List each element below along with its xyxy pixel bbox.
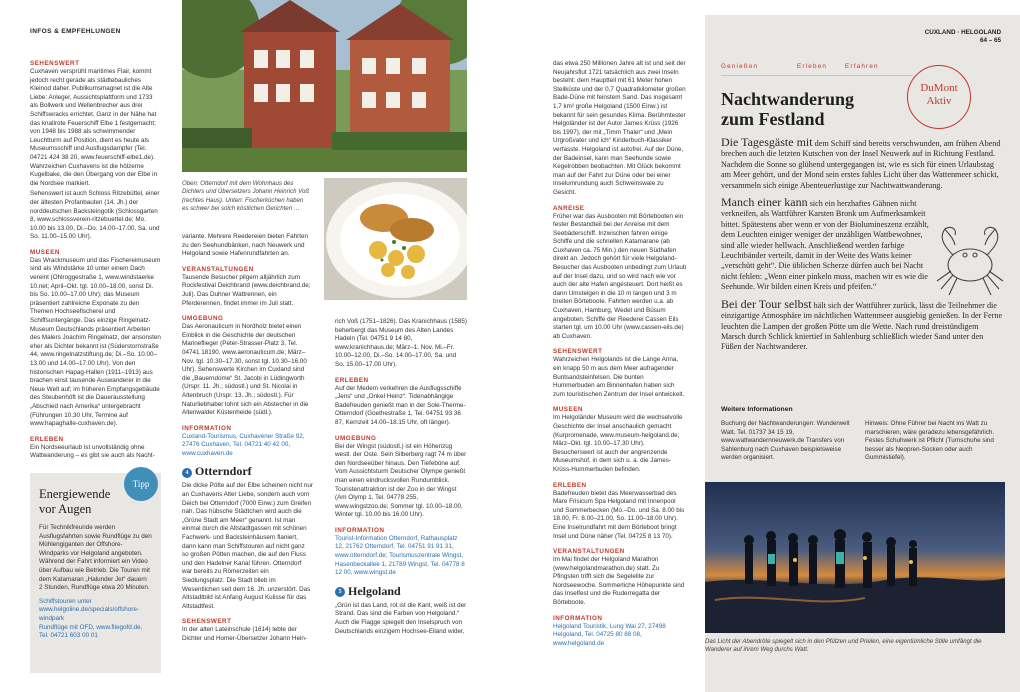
fish-dish-illustration — [324, 178, 467, 300]
caption-night-walk: Das Licht der Abendröte spiegelt sich in den Pfützen und Prielen, eine eigentümliche Stille umfängt die Wanderer auf ihrem Weg durchs Watt. — [705, 638, 982, 654]
text-museen: Das Wrackmuseum und das Fischereimuseum sind als Windstärke 10 unter einem Dach vereint (Ohlroggestraße 1, www.windstaerke 10.net; April–Okt. tgl. 10.00–18.00, sonst Di. bis So. 10.00–17.00 Uhr); das Museum präsentiert zahlreiche Exponate zu den Themen Hochseefischerei und Schiffsuntergänge. Das einzige Ringelnatz-Museum Deutschlands präsentiert Arbeiten des Malers Joachim Ringelnatz, der ansonsten eher als Dichter bekannt ist (Süderstornstraße 44, www.ringelnatzstiftung.de; Di.–So. 10.00–13.00 und 14.00–17.00 Uhr). Von den historischen Hapag-Hallen (1911–1913) aus brachen einst tausende Auswanderer in die Neue Welt auf; im früheren Empfangsgebäude des Steubenhöft ist die Dauerausstellung „Abschied nach Amerika“ untergebracht (Führungen 10.30 Uhr, Termine auf www.hapaghalle-cuxhaven.de). — [30, 256, 161, 428]
column-1 — [30, 60, 161, 461]
info-left-text: Buchung der Nachtwanderungen: Wunderwelt Watt, Tel. 01737 34 15 19, www.wattwandernneuwerk.de Transfers von Sahlenburg nach Cuxhaven beispielsweise werden organisiert. — [721, 420, 850, 462]
text-helgoland-intro: „Grün ist das Land, rot ist die Kant, weiß ist der Strand. Das sind die Farben von Helgoland.“ Auch die Flagge spiegelt den Inselspruch von Deutschlands einzigem Hochsee-Eiland wider, — [335, 601, 467, 635]
header-right-pages: 64 – 65 — [979, 37, 1001, 44]
heading-museen: MUSEEN — [30, 248, 60, 256]
crab-icon — [925, 215, 1015, 305]
header-left: INFOS & EMPFEHLUNGEN — [30, 28, 121, 35]
heading-museen-2: MUSEEN — [553, 406, 583, 414]
text-otterndorf: Die dicke Pötte auf der Elbe scheinen nicht nur an Cuxhavens Alter Liebe, sondern auch vom Deich bei Otterndorf (7000 Einw.) zum Greifen nah. Das hübsche Städtchen wird auch die „Grüne Stadt am Meer“ genannt. Ist man einmal durch die Altstadtgassen mit schönen Fachwerk- und Backsteinhäusern flaniert, dann kann man Schiffstouren auf nicht ganz so großen Pötten machen, die auf den Fluss und den Hadelner Kanal führen. Otterndorf war bereits zu Römerzeiten ein Siedlungsplatz. Die Stadt blieb im Wesentlichen seit dem 16. Jh. unzerstört. Das Altstadtbild ist Anfang August Kulisse für das Altstadtfest. — [182, 482, 313, 610]
text-information-helgoland[interactable]: Helgoland Touristik, Lung Wai 27, 27498 Helgoland, Tel. 04725 80 88 08, www.helgoland.de — [553, 622, 666, 647]
tipp-box — [30, 473, 161, 673]
photo-night-walk — [705, 482, 1005, 633]
feature-title-line-1: Nachtwanderung — [721, 89, 855, 109]
section-title-helgoland: Helgoland — [348, 583, 401, 598]
text-fahrten: variante. Mehrere Reedereien bieten Fahrten zu den Seehundbänken, nach Neuwerk und Helgoland sowie Hafenrundfahrten an. — [182, 233, 309, 258]
text-anreise: Früher war das Ausbooten mit Börtebooten ein fester Bestandteil bei der Anreise mit dem Seebäderschiff. Inzwischen fahren einige Schiffe und die schnellen Katamarane (ab Cuxhaven ca. 75 Min.) den neuen Südhafen direkt an. Jedoch gehört für viele Helgoland-Besucher das Ausbooten unbedingt zum Urlaub auf der Insel dazu, und so wird nach wie vor auch der alte Hafen angesteuert. Dort heißt es dann Umsteigen in die 10 m langen und 3 m breiten Börteboote. Fahrten werden u.a. ab Cuxhaven, Hamburg, Wedel und Büsum angeboten. Schiffe der Reederei Cassen Eils starten tgl. um 10.00 Uhr (www.cassen-eils.de) ab Cuxhaven. — [553, 212, 687, 340]
heading-erleben-2: ERLEBEN — [335, 376, 369, 384]
section-title-otterndorf: Otterndorf — [195, 464, 252, 479]
feature-title — [721, 89, 911, 129]
info-left — [721, 420, 856, 463]
text-badefreuden: Badefreuden bietet das Meerwasserbad des Mare Frisicum Spa Helgoland mit Innenpool und Sommerbecken (Mo.–Do. und Sa. 8.00 bis 18.00, Fr. 8.00–21.00, So. 11.00–18.00 Uhr). Eine Inselrundfahrt mit dem Börteboot bringt Insel und Düne näher (Tel. 04725 8 13 70). — [553, 489, 685, 540]
feature-p3-lead: Bei der Tour selbst — [721, 296, 812, 311]
feature-tab-geniessen: Genießen — [721, 63, 759, 70]
text-lateinschule: In der alten Lateinschule (1614) lebte der Dichter und Homer-Übersetzer Johann Hein- — [182, 626, 307, 642]
feature-panel — [705, 15, 1020, 692]
info-title: Weitere Informationen — [721, 406, 793, 413]
feature-tab-erleben: Erleben — [797, 63, 828, 70]
dumont-aktiv-stamp — [907, 65, 971, 129]
heading-erleben-3: ERLEBEN — [553, 481, 587, 489]
photo-otterndorf — [182, 0, 467, 172]
feature-title-line-2: zum Festland — [721, 109, 825, 129]
info-right-text: Hinweis: Ohne Führer bei Nacht ins Watt zu marschieren, wäre geradezu lebensgefährlich. Festes Schuhwerk ist Pflicht (Turnschuhe sind besser als Neopren-Socken oder auch Gummistiefel). — [865, 420, 995, 462]
feature-paragraph-2 — [721, 197, 931, 293]
section-number-5: 5 — [335, 587, 345, 597]
text-helgoland-geschichte: das etwa 250 Millionen Jahre alt ist und seit der Neujahrsflut 1721 tatsächlich aus zwei Inseln besteht: dem Hauptteil mit 61 Meter hohen Steilküste und der 0,7 Quadratkilometer großen Bade-Düne mit feinstem Sand. Das insgesamt 1,7 km² große Helgoland (1500 Einw.) ist bekannt für sein gesundes Klima. Berühmtester Helgoländer ist der Autor James Krüss (1926 bis 1997), der mit „Timm Thaler“ und „Mein Urgroßvater und ich“ Kinderbuch-Klassiker verfasste. Helgoland ist autofrei. Auf der Düne, der Badeinsel, kann man Seehunde sowie Kegelrobben beobachten. Mit Glück bekommt man auf der Fahrt zur Düne oder bei einer Inselumrundung auch Schweinswale zu Gesicht. — [553, 60, 686, 196]
heading-umgebung-2: UMGEBUNG — [335, 434, 377, 442]
text-marathon: Im Mai findet der Helgoland Marathon (www.helgolandmarathon.de) statt. Zu Pfingsten trifft sich die Segelelite zur Nordseewoche. Sommerliche Höhepunkte sind das Inselfest und die Ruderregatta der Börteboote. — [553, 556, 685, 607]
text-umgebung: Das Aeronauticum in Nordholz bietet einen Einblick in die Geschichte der deutschen Marineflieger (Peter-Strasser-Platz 3, Tel. 04741 18190, www.aeronauticum.de; März–Nov. tgl. 10.30–17.30, sonst tgl. 10.30–16.00 Uhr). Sehenswerte Kirchen im Cuxland sind die „Bauerndome“ St. Jacobi in Lüdingworth (Urspr. 11. Jh.; südostl.) und St. Nicolai in Altenbruch (Urspr. 13. Jh.; südostl.). Für Naturliebhaber lohnt sich ein Abstecher in die Altenwalder Küstenheide (südl.). — [182, 323, 309, 417]
text-information-otterndorf[interactable]: Tourist-Information Otterndorf, Rathausplatz 12, 21762 Otterndorf, Tel. 04751 91 91 31, www.otterndorf.de; Tourismuszentrale Wingst, Hasenbeckallee 1, 21789 Wingst, Tel. 04778 8 12 00, www.wingst.de — [335, 534, 465, 577]
heading-sehenswert-2: SEHENSWERT — [182, 618, 232, 626]
text-cuxhaven-sehenswert: Cuxhaven versprüht maritimes Flair, kommt jedoch recht gerade als städtebauliches Kleinod daher. Publikumsmagnet ist die Alte Liebe: Anleger, Aussichtsplattform und 1733 als Bollwerk und Wellenbrecher aus drei Schiffswracks errichtet. Ganz in der Nähe hat das knallrote Feuerschiff Elbe 1 festgemacht; von 1948 bis 1988 als schwimmender Leuchtturm auf Position, dient es heute als Museumsschiff und Ausflugsdampfer (Tel. 04721 424 38 20, www.feuerschiff-elbe1.de). Wahrzeichen Cuxhavens ist die hölzerne Kugelbake, die den Übergang von der Elbe in die Nordsee markiert. — [30, 68, 158, 187]
otterndorf-illustration — [182, 0, 467, 172]
feature-tab-erfahren: Erfahren — [845, 63, 879, 70]
heading-veranstaltungen: VERANSTALTUNGEN — [182, 265, 254, 273]
feature-p2-lead: Manch einer kann — [721, 195, 808, 210]
text-lange-anna: Wahrzeichen Helgolands ist die Lange Anna, ein knapp 50 m aus dem Meer aufragender Buntsandsteinfelsen. Die bunten Hummerbuden am Binnenhafen haben sich zum touristischen Zentrum der Insel entwickelt. — [553, 356, 685, 398]
tipp-link-schiffstouren[interactable]: Schiffstouren unter www.helgoline.de/specials/offshore-windpark — [39, 597, 139, 622]
feature-p3-text: hält sich der Wattführer zurück, lässt die Teilnehmer die einzigartige Atmosphäre im nächtlichen Wattenmeer ausgiebig genießen. In der Ferne leuchten die Lampen der großen Pötte um die Wette. Nach rund dreistündigem Marsch durch Schlick kniertief in Sahlenburg schließlich wieder Sand unter den Füßen der Nachtwanderer. — [721, 300, 1003, 352]
info-right — [865, 420, 1005, 463]
column-2 — [182, 233, 313, 644]
heading-sehenswert-3: SEHENSWERT — [553, 348, 603, 356]
section-helgoland — [335, 584, 467, 599]
stamp-line-1: DuMont — [920, 82, 958, 94]
heading-veranstaltungen-2: VERANSTALTUNGEN — [553, 548, 625, 556]
night-walk-illustration — [705, 482, 1005, 633]
feature-intro — [721, 137, 1003, 191]
text-veranstaltungen: Tausende Besucher pilgern alljährlich zum Rockfestival Deichbrand (www.deichbrand.de; Juli). Das Duhner Wattrennen, ein Pferderennen, findet immer im Juli statt. — [182, 273, 311, 307]
header-right-region: CUXLAND · HELGOLAND — [924, 29, 1001, 36]
tipp-body: Für Technikfreunde werden Ausflugsfahrten sowie Rundflüge zu den Mühlengiganten der Offshore-Windparks vor Helgoland angeboten. Während der Fahrt informiert ein Video über Aufbau wie Betrieb. Die Touren mit dem Katamaran „Halunder Jet“ dauern 2 Stunden, Rundflüge etwa 20 Minuten. — [39, 524, 152, 592]
feature-intro-lead: Die Tagesgäste mit — [721, 135, 813, 149]
heading-sehenswert: SEHENSWERT — [30, 60, 80, 67]
heading-information: INFORMATION — [182, 424, 232, 432]
text-wingst: Bei der Wingst (südostl.) ist ein Höhenzug westl. der Oste. Sein Silberberg ragt 74 m über den Nordseeüber hinaus. Den Tiefeböne auf. Vom Aussichtsturm Deutscher Olympe genießt man einen eindrucksvollen Rundumblick. Touristenattraktion ist der Zoo in der Wingst (Am Olymp 1, Tel. 04778 255, www.wingstzoo.de; Sommer tgl. 10.00–18.00, Winter tgl. 10.00 bis 16.00 Uhr). — [335, 442, 467, 519]
caption-photo-1: Oben: Otterndorf mit dem Wohnhaus des Dichters und Übersetzers Johann Heinrich Voß (rechtes Haus). Unten: Fischerküchen haben es schwer bei solch köstlichen Gerichten … — [182, 180, 310, 212]
feature-p2-text: sich ein herzhaftes Gähnen nicht verkneifen, als Wattführer Karsten Bronk um Aufmerksamkeit bittet. Spätestens aber wenn er von der Biolumineszenz erzählt, dem Leuchten einiger weniger der unzähligen Wattbewohner, sind alle wieder hellwach. Anschließend werden farbige Leuchtbänder verteilt, damit in der Weite des Watts keiner „verschütt geht“. Die üblichen Scherze dürfen auch bei Nacht nicht fehlen: „Wenn einer pinkeln muss, machen wir es wie die Seehunde. Wir bilden einen Kreis und pfeifen.“ — [721, 199, 929, 292]
text-kranichhaus: rich Voß (1751–1826). Das Kranichhaus (1585) beherbergt das Museum des Alten Landes Hadeln (Tel. 04751 9 14 80, www.kranichhaus.de; März–1. Nov. Mi.–Fr. 10.00–12.00, Di.–So. 14.00–17.00, Sa. und So. 15.00–17.00 Uhr). — [335, 318, 467, 368]
heading-information-2: INFORMATION — [335, 526, 385, 534]
feature-paragraph-3 — [721, 296, 1003, 353]
heading-umgebung: UMGEBUNG — [182, 315, 224, 323]
column-4 — [553, 60, 687, 648]
text-schloss: Sehenswert ist auch Schloss Ritzebüttel, einer der ältesten Profanbauten (14. Jh.) der norddeutschen Backsteingotik (Schlossgarten 8, www.schlossverein-ritzebuettel.de; Mo. 10.00 bis 13.00, Di.–Do. 14.00–17.00, Sa. und So. 11.00–15.00 Uhr). — [30, 190, 160, 241]
stamp-line-2: Aktiv — [926, 95, 952, 107]
photo-fish-dish — [324, 178, 467, 300]
heading-erleben: ERLEBEN — [30, 435, 64, 443]
text-information-cuxhaven[interactable]: Cuxland-Tourismus, Cuxhavener Straße 92, 27476 Cuxhaven, Tel. 04721 40 42 00, www.cuxhaven.de — [182, 432, 305, 457]
text-helgolaender-museum: Im Helgoländer Museum wird die wechselvolle Geschichte der Insel anschaulich gemacht (Kurpromenade, www.museum-helgoland.de; März–Okt. tgl. 10.00–17.30 Uhr). Besucherswert ist auch der angrenzende Museumshof, in dem sich u. a. die James-Krüss-Hummerbuden befinden. — [553, 414, 683, 473]
heading-information-3: INFORMATION — [553, 614, 603, 622]
feature-intro-text: dem Schiff sind bereits verschwunden, am frühen Abend brechen auch die letzten Kutschen von der Insel Neuwerk auf in Richtung Festland. Nachdem die Sonne so glühend untergegangen ist, wie es sich für einen Urlaubstag am Meer gehört, und der Mond sein erstes fahles Licht über das Wattenmeer schickt, versammeln sich einige Abenteuerlustige zur Nachtwattwanderung. — [721, 139, 1001, 190]
section-otterndorf — [182, 464, 313, 479]
tipp-badge: Tipp — [124, 467, 158, 501]
section-number-4: 4 — [182, 468, 192, 478]
text-erleben: Ein Nordseeurlaub ist unvollständig ohne Wattwanderung – es gibt sie auch als Nacht- — [30, 443, 155, 460]
heading-anreise: ANREISE — [553, 204, 585, 212]
column-3 — [335, 318, 467, 636]
tipp-link-rundfluege[interactable]: Rundflüge mit OFD, www.fliegofd.de, Tel. 04721 603 00 01 — [39, 623, 143, 640]
tipp-title-2: vor Augen — [39, 502, 92, 516]
tipp-title-1: Energiewende — [39, 487, 111, 501]
feature-divider — [721, 75, 913, 76]
text-ausflugsschiffe: Auf der Medem verkehren die Ausflugsschiffe „Jens“ und „Onkel Heinz“. Tidenabhängige Badefreuden genießt man in der Sole-Therme-Otterndorf (Goethestraße 1, Tel. 04751 93 36 87, Kernzeit 14.00–18.15 Uhr, oft länger). — [335, 384, 466, 426]
